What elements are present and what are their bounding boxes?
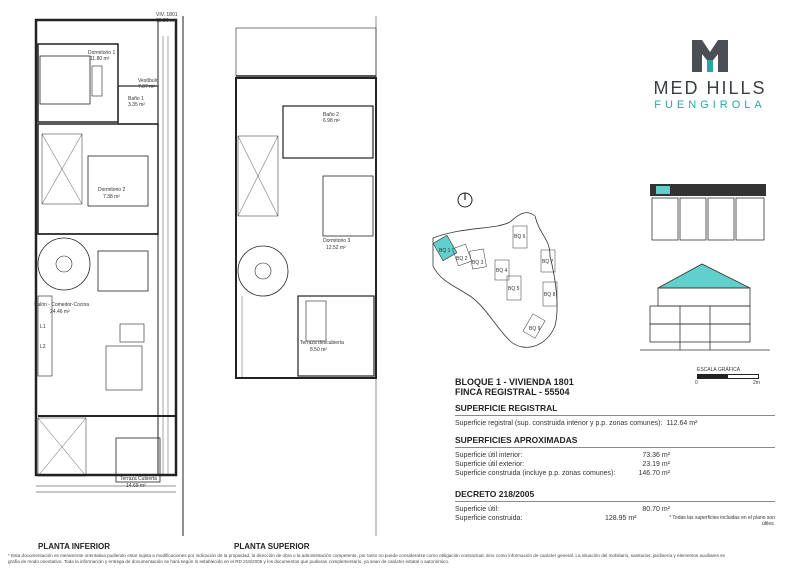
disclaimer bbox=[8, 553, 793, 565]
room-area: 8.50 m² bbox=[310, 347, 327, 353]
superficie-registral-heading: SUPERFICIE REGISTRAL bbox=[455, 403, 775, 416]
room-area: 14.69 m² bbox=[126, 483, 146, 489]
lower-floor-plan-drawing bbox=[28, 6, 188, 536]
scale-label: ESCALA GRÁFICA bbox=[697, 367, 741, 373]
room-label: Dormitorio 3 bbox=[323, 238, 351, 244]
room-area: 11.80 m² bbox=[90, 56, 110, 62]
room-area: 7.07 m² bbox=[138, 84, 155, 90]
aprox-row bbox=[455, 470, 670, 477]
unit-finca: FINCA REGISTRAL - 55504 bbox=[455, 387, 570, 397]
room-label: Vestíbulo bbox=[138, 78, 159, 84]
row-value: 112.64 m² bbox=[666, 420, 698, 427]
room-label: Salón - Comedor-Cocina bbox=[34, 302, 90, 308]
block-label: BQ 2 bbox=[456, 256, 468, 262]
room-label: Baño 1 bbox=[128, 96, 144, 102]
logo-title: MED HILLS bbox=[653, 78, 767, 98]
row-label: Superficie útil exterior: bbox=[455, 461, 525, 468]
block-label: BQ 6 bbox=[514, 234, 526, 240]
upper-floor-plan-drawing bbox=[228, 6, 388, 536]
registral-row bbox=[455, 420, 775, 427]
decreto-row bbox=[455, 506, 670, 513]
room-area: 3.35 m² bbox=[128, 102, 145, 108]
unit-info bbox=[455, 377, 775, 527]
room-area: 12.52 m² bbox=[326, 245, 346, 251]
row-label: Superficie útil interior: bbox=[455, 452, 523, 459]
disclaimer-line-1: * Esta documentación es meramente orientativa pudiendo estar sujeta a modificaciones por indicación de la propiedad, la dirección de obra o la administración competente, por tanto no puede considerarse como obligación contractual, sino como información de carácter general. La situación del mobiliario, sanitarios, jardinería y elementos auxiliares se bbox=[8, 553, 726, 558]
block-label: BQ 1 bbox=[439, 248, 451, 254]
superficies-aproximadas-heading: SUPERFICIES APROXIMADAS bbox=[455, 435, 775, 448]
room-label: Terraza descubierta bbox=[300, 340, 344, 346]
building-section bbox=[640, 260, 770, 355]
logo-subtitle: FUENGIROLA bbox=[654, 99, 766, 111]
room-area: 73.36 m² bbox=[156, 18, 176, 24]
row-label: Superficie construida (incluye p.p. zonas comunes): bbox=[455, 470, 616, 477]
room-label: Dormitorio 1 bbox=[88, 50, 116, 56]
lower-floor-caption: PLANTA INFERIOR bbox=[38, 542, 110, 551]
block-label: BQ 4 bbox=[496, 268, 508, 274]
logo-mark-icon bbox=[690, 38, 730, 74]
row-value: 146.70 m² bbox=[638, 470, 670, 477]
room-area: 7.38 m² bbox=[103, 194, 120, 200]
row-value: 80.70 m² bbox=[642, 506, 670, 513]
block-label: BQ 5 bbox=[508, 286, 520, 292]
row-value: 73.36 m² bbox=[642, 452, 670, 459]
room-area: 6.98 m² bbox=[323, 118, 340, 124]
block-label: BQ 7 bbox=[542, 259, 554, 265]
room-label: Baño 2 bbox=[323, 112, 339, 118]
site-plan-drawing bbox=[425, 186, 635, 361]
row-label: Superficie útil: bbox=[455, 506, 499, 513]
building-key-plan bbox=[648, 180, 768, 245]
block-label: BQ 8 bbox=[544, 292, 556, 298]
row-label: Superficie registral (sup. construida interior y p.p. zonas comunes): bbox=[455, 420, 663, 427]
room-label: Dormitorio 2 bbox=[98, 187, 126, 193]
marker-label: L1 bbox=[40, 324, 46, 330]
decreto-row bbox=[455, 515, 775, 527]
site-plan bbox=[425, 186, 635, 361]
unit-title: BLOQUE 1 - VIVIENDA 1801 bbox=[455, 377, 574, 387]
room-label: VIV. 1801 bbox=[156, 12, 178, 18]
disclaimer-line-2: grafía de modo orientativo. Toda la información y entrega de documentación se hará según lo establecido en el RD 218/2005 y los documentos que pudieran complementario, ya sean de carácter estatal o autonómico. bbox=[8, 559, 450, 564]
lower-floor-plan bbox=[28, 6, 188, 536]
aprox-row bbox=[455, 452, 670, 459]
aprox-row bbox=[455, 461, 670, 468]
room-label: Terraza Cubierta bbox=[120, 476, 157, 482]
row-label: Superficie construida: bbox=[455, 515, 523, 522]
marker-label: L2 bbox=[40, 344, 46, 350]
room-area: 24.46 m² bbox=[50, 309, 70, 315]
decreto-heading: DECRETO 218/2005 bbox=[455, 489, 775, 502]
upper-floor-caption: PLANTA SUPERIOR bbox=[234, 542, 310, 551]
block-label: BQ 3 bbox=[472, 260, 484, 266]
scale-start: 0 bbox=[695, 380, 698, 386]
decreto-note: * Todas las superficies incluidas en el plano son útiles. bbox=[669, 515, 775, 527]
scale-end: 2m bbox=[753, 380, 760, 386]
upper-floor-plan bbox=[228, 6, 388, 536]
row-value: 128.95 m² bbox=[605, 515, 637, 522]
row-value: 23.19 m² bbox=[642, 461, 670, 468]
block-label: BQ 9 bbox=[529, 326, 541, 332]
brand-logo bbox=[650, 38, 770, 123]
